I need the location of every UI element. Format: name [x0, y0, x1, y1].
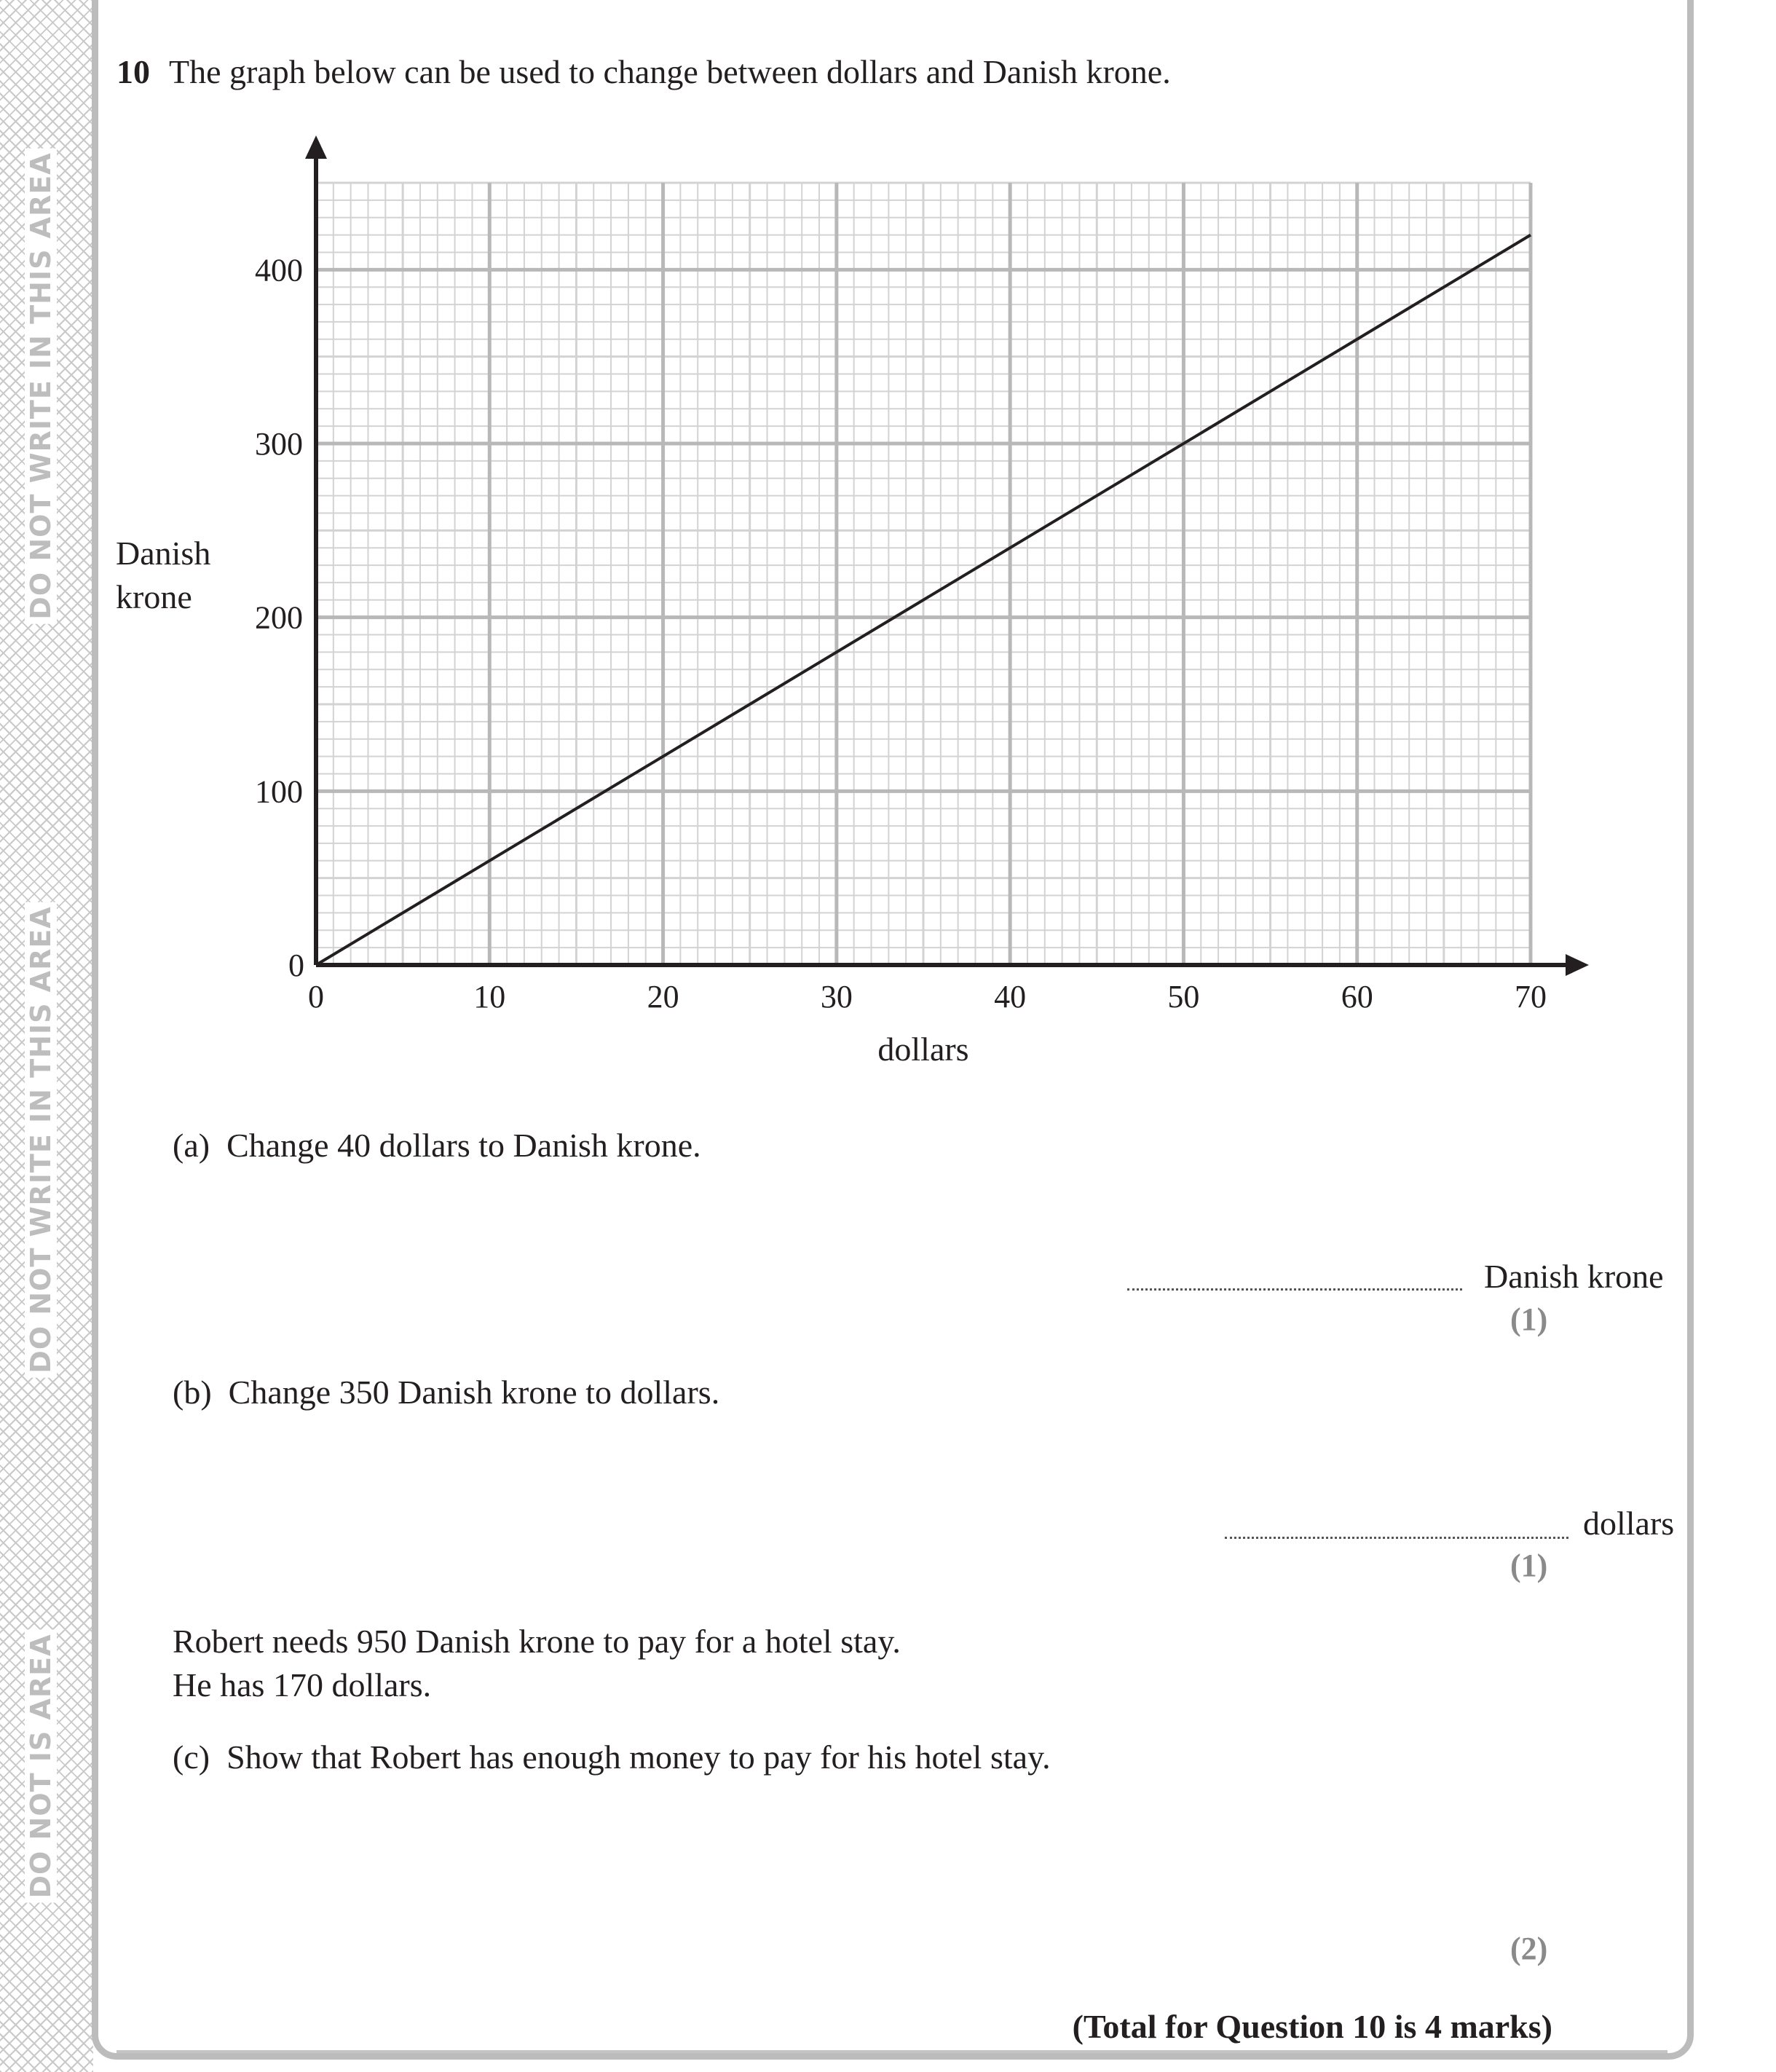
grid-minor-lines — [316, 183, 1531, 965]
x-tick-label: 0 — [308, 979, 324, 1015]
y-tick-label: 100 — [255, 773, 303, 810]
part-a-answer-unit: Danish krone — [1484, 1258, 1664, 1295]
part-a-text: Change 40 dollars to Danish krone. — [226, 1127, 701, 1164]
x-tick-label: 70 — [1515, 979, 1547, 1015]
x-axis-arrow — [1566, 954, 1589, 976]
context-line-2: He has 170 dollars. — [173, 1666, 432, 1703]
part-a-marks: (1) — [1510, 1301, 1548, 1337]
part-a-question — [173, 1124, 701, 1167]
part-a-label: (a) — [173, 1127, 210, 1164]
y-axis-arrow — [305, 135, 327, 159]
part-b-answer-unit: dollars — [1583, 1505, 1675, 1542]
part-b-text: Change 350 Danish krone to dollars. — [228, 1374, 720, 1411]
y-axis-label-line2: krone — [116, 578, 192, 615]
y-tick-label: 400 — [255, 252, 303, 288]
x-axis-label: dollars — [877, 1031, 969, 1068]
y-tick-label: 0 — [288, 948, 304, 983]
question-number: 10 — [117, 53, 150, 90]
question-intro: The graph below can be used to change between dollars and Danish krone. — [169, 53, 1171, 90]
part-b-answer-line[interactable] — [1225, 1537, 1568, 1539]
part-a-answer-line[interactable] — [1127, 1288, 1462, 1291]
tick-labels — [255, 252, 1547, 1015]
bottom-rule — [117, 2050, 1668, 2053]
x-tick-label: 30 — [820, 979, 853, 1015]
axes — [305, 135, 1589, 976]
part-c-text: Show that Robert has enough money to pay for his hotel stay. — [226, 1738, 1051, 1776]
part-c-marks: (2) — [1510, 1931, 1548, 1966]
part-c-question — [173, 1736, 1051, 1778]
y-axis-label-line1: Danish — [116, 535, 211, 572]
y-tick-label: 300 — [255, 426, 303, 462]
part-b-label: (b) — [173, 1374, 212, 1411]
part-b-question — [173, 1371, 719, 1414]
x-tick-label: 10 — [473, 979, 506, 1015]
x-tick-label: 40 — [994, 979, 1027, 1015]
part-c-label: (c) — [173, 1738, 210, 1776]
context-line-1: Robert needs 950 Danish krone to pay for a hotel stay. — [173, 1623, 901, 1660]
x-tick-label: 60 — [1341, 979, 1373, 1015]
y-tick-label: 200 — [255, 599, 303, 636]
do-not-write-margin: DO NOT WRITE IN THIS AREA DO NOT WRITE IN THIS AREA DO NOT IS AREA — [0, 0, 93, 2072]
part-b-marks: (1) — [1510, 1548, 1548, 1583]
x-tick-label: 20 — [647, 979, 679, 1015]
question-total: (Total for Question 10 is 4 marks) — [1072, 2008, 1552, 2045]
x-tick-label: 50 — [1167, 979, 1200, 1015]
